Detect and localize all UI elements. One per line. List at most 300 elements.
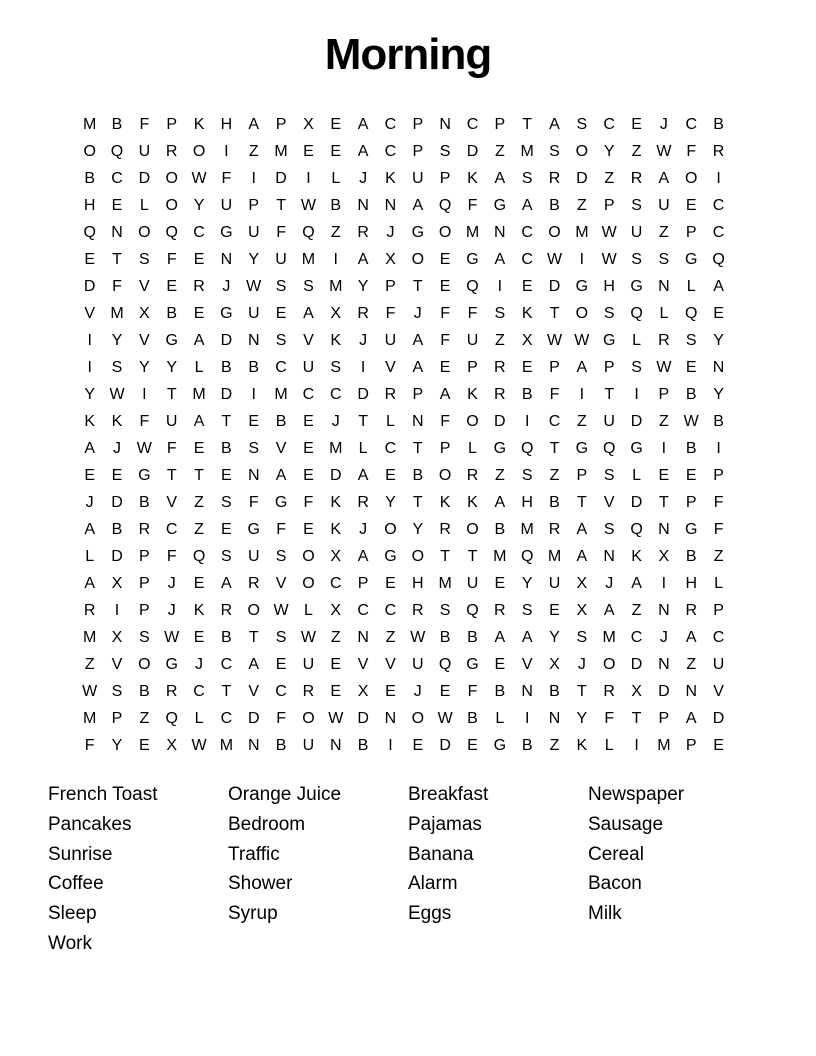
grid-cell: M bbox=[493, 548, 507, 565]
word-list-column bbox=[228, 780, 408, 959]
grid-cell: N bbox=[548, 710, 561, 727]
grid-cell: S bbox=[111, 359, 123, 376]
grid-cell: N bbox=[384, 197, 397, 214]
grid-cell: Q bbox=[466, 602, 479, 619]
grid-cell: D bbox=[630, 656, 643, 673]
grid-cell: T bbox=[194, 467, 204, 484]
grid-cell: D bbox=[576, 170, 588, 187]
grid-cell: T bbox=[221, 413, 232, 430]
word-list bbox=[48, 780, 788, 959]
grid-cell: V bbox=[275, 575, 287, 592]
grid-cell: C bbox=[193, 224, 205, 241]
grid-cell: U bbox=[603, 413, 615, 430]
grid-cell: E bbox=[193, 305, 205, 322]
grid-cell: C bbox=[329, 386, 342, 403]
grid-cell: B bbox=[494, 521, 506, 538]
grid-cell: Q bbox=[438, 197, 452, 214]
word-list-item: Sausage bbox=[588, 813, 664, 835]
grid-cell: C bbox=[165, 521, 178, 538]
grid-cell: S bbox=[439, 602, 451, 619]
grid-cell: U bbox=[548, 575, 561, 592]
grid-cell: W bbox=[656, 359, 672, 376]
grid-cell: O bbox=[302, 575, 315, 592]
grid-cell: J bbox=[605, 575, 614, 592]
grid-cell: F bbox=[166, 548, 177, 565]
grid-cell: O bbox=[575, 305, 589, 322]
grid-cell: F bbox=[686, 143, 697, 160]
grid-cell: Y bbox=[166, 359, 178, 376]
grid-cell: U bbox=[658, 197, 670, 214]
grid-cell: U bbox=[302, 656, 315, 673]
grid-cell: P bbox=[494, 116, 506, 133]
grid-cell: G bbox=[466, 656, 479, 673]
grid-cell: P bbox=[467, 359, 478, 376]
grid-cell: T bbox=[412, 494, 423, 511]
grid-cell: D bbox=[357, 386, 369, 403]
grid-cell: G bbox=[493, 197, 507, 214]
grid-cell: P bbox=[412, 143, 424, 160]
grid-cell: L bbox=[632, 332, 641, 349]
grid-cell: V bbox=[248, 683, 260, 700]
grid-cell: Z bbox=[631, 602, 642, 619]
grid-cell: P bbox=[549, 359, 560, 376]
grid-cell: E bbox=[221, 521, 232, 538]
grid-cell: A bbox=[494, 629, 506, 646]
grid-cell: R bbox=[247, 575, 260, 592]
word-list-item: Newspaper bbox=[588, 784, 685, 805]
grid-cell: S bbox=[330, 359, 342, 376]
grid-cell: M bbox=[438, 575, 452, 592]
grid-row bbox=[76, 165, 733, 192]
grid-cell: W bbox=[601, 224, 617, 241]
grid-cell: V bbox=[111, 656, 123, 673]
grid-cell: F bbox=[112, 278, 122, 295]
grid-cell: F bbox=[84, 737, 95, 754]
grid-cell: D bbox=[220, 386, 233, 403]
grid-cell: P bbox=[603, 197, 615, 214]
grid-cell: B bbox=[467, 629, 478, 646]
grid-cell: Y bbox=[357, 278, 369, 295]
grid-cell: G bbox=[493, 737, 507, 754]
grid-cell: D bbox=[138, 170, 151, 187]
grid-cell: Q bbox=[302, 224, 315, 241]
grid-cell: C bbox=[357, 602, 369, 619]
grid-cell: A bbox=[84, 521, 95, 538]
grid-cell: N bbox=[658, 602, 670, 619]
word-list-column bbox=[48, 780, 228, 959]
grid-row bbox=[76, 597, 733, 624]
grid-cell: J bbox=[659, 116, 668, 133]
grid-cell: A bbox=[549, 116, 560, 133]
grid-cell: E bbox=[658, 467, 670, 484]
grid-cell: B bbox=[549, 683, 560, 700]
grid-cell: F bbox=[440, 332, 451, 349]
grid-cell: P bbox=[603, 359, 615, 376]
grid-cell: B bbox=[521, 386, 533, 403]
grid-cell: I bbox=[524, 413, 530, 430]
grid-cell: A bbox=[84, 575, 95, 592]
letter-grid bbox=[76, 111, 733, 759]
grid-cell: T bbox=[248, 629, 259, 646]
grid-cell: U bbox=[630, 224, 643, 241]
grid-cell: U bbox=[466, 332, 479, 349]
grid-cell: A bbox=[685, 629, 697, 646]
grid-cell: V bbox=[275, 440, 287, 457]
grid-cell: T bbox=[467, 548, 478, 565]
word-list-item: French Toast bbox=[48, 784, 158, 805]
grid-cell: W bbox=[328, 710, 344, 727]
grid-cell: K bbox=[330, 494, 342, 511]
grid-row bbox=[76, 246, 733, 273]
grid-cell: Q bbox=[466, 278, 479, 295]
grid-cell: D bbox=[630, 494, 643, 511]
grid-cell: E bbox=[330, 683, 342, 700]
grid-cell: B bbox=[467, 710, 478, 727]
grid-cell: A bbox=[685, 710, 697, 727]
grid-cell: T bbox=[549, 440, 560, 457]
grid-cell: D bbox=[712, 710, 725, 727]
grid-cell: C bbox=[384, 602, 397, 619]
grid-cell: E bbox=[385, 467, 396, 484]
grid-cell: E bbox=[385, 683, 396, 700]
grid-cell: E bbox=[303, 467, 314, 484]
grid-cell: R bbox=[357, 305, 369, 322]
grid-cell: J bbox=[359, 521, 368, 538]
grid-cell: W bbox=[546, 251, 563, 268]
grid-cell: N bbox=[658, 521, 670, 538]
grid-cell: S bbox=[603, 467, 615, 484]
grid-cell: V bbox=[139, 332, 150, 349]
grid-cell: V bbox=[385, 359, 396, 376]
grid-cell: C bbox=[685, 116, 698, 133]
grid-cell: I bbox=[716, 440, 721, 457]
grid-cell: G bbox=[138, 467, 151, 484]
grid-cell: F bbox=[549, 386, 560, 403]
grid-cell: C bbox=[384, 440, 397, 457]
grid-cell: N bbox=[247, 737, 260, 754]
grid-cell: C bbox=[302, 386, 315, 403]
grid-cell: U bbox=[138, 143, 151, 160]
grid-cell: O bbox=[192, 143, 206, 160]
grid-cell: D bbox=[630, 413, 643, 430]
grid-cell: G bbox=[630, 440, 643, 457]
grid-cell: V bbox=[303, 332, 314, 349]
grid-cell: I bbox=[497, 278, 503, 295]
grid-cell: G bbox=[384, 548, 397, 565]
grid-cell: C bbox=[329, 575, 342, 592]
grid-cell: U bbox=[384, 332, 397, 349]
grid-cell: R bbox=[220, 602, 233, 619]
grid-cell: C bbox=[275, 359, 287, 376]
grid-cell: Q bbox=[165, 224, 178, 241]
grid-cell: A bbox=[603, 602, 615, 619]
grid-cell: C bbox=[712, 197, 725, 214]
word-list-item: Pajamas bbox=[408, 813, 482, 835]
grid-cell: I bbox=[87, 332, 92, 349]
grid-cell: F bbox=[467, 305, 478, 322]
grid-cell: M bbox=[602, 629, 616, 646]
grid-cell: Z bbox=[248, 143, 259, 160]
grid-cell: E bbox=[303, 413, 314, 430]
grid-cell: Y bbox=[139, 359, 150, 376]
grid-cell: C bbox=[466, 116, 479, 133]
grid-cell: F bbox=[221, 170, 232, 187]
grid-cell: T bbox=[276, 197, 286, 214]
grid-row bbox=[76, 462, 733, 489]
grid-cell: T bbox=[576, 494, 587, 511]
grid-cell: R bbox=[494, 386, 506, 403]
grid-cell: A bbox=[713, 278, 724, 295]
grid-cell: P bbox=[139, 575, 150, 592]
grid-cell: W bbox=[601, 251, 617, 268]
grid-cell: D bbox=[247, 710, 260, 727]
grid-cell: J bbox=[413, 305, 422, 322]
grid-cell: I bbox=[716, 170, 721, 187]
grid-cell: S bbox=[603, 305, 615, 322]
grid-cell: J bbox=[85, 494, 94, 511]
grid-cell: C bbox=[193, 683, 205, 700]
grid-cell: R bbox=[83, 602, 96, 619]
grid-cell: S bbox=[603, 521, 615, 538]
grid-cell: I bbox=[114, 602, 120, 619]
grid-cell: B bbox=[275, 737, 287, 754]
grid-cell: J bbox=[331, 413, 340, 430]
grid-cell: D bbox=[466, 143, 479, 160]
grid-cell: O bbox=[83, 143, 96, 160]
grid-row bbox=[76, 651, 733, 678]
grid-cell: B bbox=[221, 359, 232, 376]
grid-cell: I bbox=[360, 359, 366, 376]
grid-row bbox=[76, 381, 733, 408]
grid-cell: Z bbox=[494, 332, 505, 349]
grid-cell: E bbox=[439, 359, 451, 376]
grid-cell: M bbox=[83, 710, 97, 727]
grid-cell: B bbox=[521, 737, 533, 754]
grid-cell: P bbox=[685, 494, 697, 511]
grid-cell: E bbox=[521, 278, 533, 295]
grid-cell: Q bbox=[520, 440, 534, 457]
grid-cell: A bbox=[412, 359, 424, 376]
grid-cell: B bbox=[248, 359, 260, 376]
grid-cell: U bbox=[412, 656, 424, 673]
word-list-item: Orange Juice bbox=[228, 784, 342, 805]
grid-cell: K bbox=[439, 494, 451, 511]
grid-cell: M bbox=[274, 143, 288, 160]
grid-cell: Y bbox=[521, 575, 533, 592]
grid-cell: Z bbox=[631, 143, 642, 160]
grid-cell: S bbox=[521, 602, 533, 619]
word-list-item: Banana bbox=[408, 843, 474, 865]
grid-cell: E bbox=[111, 467, 123, 484]
grid-cell: E bbox=[275, 305, 287, 322]
grid-cell: Z bbox=[659, 413, 669, 430]
grid-cell: S bbox=[275, 332, 287, 349]
grid-cell: B bbox=[166, 305, 178, 322]
grid-cell: O bbox=[247, 602, 260, 619]
grid-cell: U bbox=[412, 170, 424, 187]
grid-cell: W bbox=[82, 683, 98, 700]
grid-cell: Y bbox=[248, 251, 260, 268]
grid-cell: R bbox=[658, 332, 670, 349]
grid-cell: H bbox=[603, 278, 615, 295]
grid-cell: J bbox=[359, 170, 368, 187]
grid-cell: C bbox=[712, 629, 725, 646]
grid-row bbox=[76, 354, 733, 381]
grid-cell: Z bbox=[576, 197, 587, 214]
grid-row bbox=[76, 516, 733, 543]
grid-cell: Y bbox=[193, 197, 205, 214]
grid-cell: Y bbox=[549, 629, 560, 646]
grid-cell: E bbox=[84, 251, 95, 268]
grid-cell: P bbox=[439, 170, 451, 187]
grid-cell: Z bbox=[713, 548, 724, 565]
grid-cell: E bbox=[193, 629, 205, 646]
word-list-column bbox=[408, 780, 588, 959]
grid-cell: O bbox=[575, 143, 589, 160]
grid-row bbox=[76, 624, 733, 651]
grid-cell: D bbox=[275, 170, 287, 187]
grid-cell: X bbox=[139, 305, 150, 322]
grid-row bbox=[76, 732, 733, 759]
grid-cell: K bbox=[84, 413, 95, 430]
grid-cell: E bbox=[193, 575, 205, 592]
grid-cell: F bbox=[303, 494, 314, 511]
grid-cell: P bbox=[685, 737, 697, 754]
grid-cell: O bbox=[411, 548, 425, 565]
grid-cell: I bbox=[634, 386, 639, 403]
word-list-item: Alarm bbox=[408, 873, 458, 895]
grid-cell: Q bbox=[630, 521, 643, 538]
grid-cell: E bbox=[494, 656, 506, 673]
grid-cell: L bbox=[604, 737, 614, 754]
grid-cell: M bbox=[520, 143, 534, 160]
grid-row bbox=[76, 489, 733, 516]
grid-cell: X bbox=[631, 683, 642, 700]
grid-cell: D bbox=[357, 710, 369, 727]
grid-cell: I bbox=[524, 710, 530, 727]
grid-cell: X bbox=[549, 656, 560, 673]
grid-cell: M bbox=[329, 440, 343, 457]
grid-cell: N bbox=[329, 737, 342, 754]
grid-cell: Z bbox=[659, 224, 669, 241]
grid-cell: O bbox=[138, 656, 151, 673]
grid-cell: Q bbox=[520, 548, 534, 565]
grid-cell: O bbox=[548, 224, 561, 241]
grid-cell: J bbox=[577, 656, 586, 673]
grid-cell: W bbox=[136, 440, 152, 457]
grid-cell: Z bbox=[494, 143, 505, 160]
word-list-item: Work bbox=[48, 932, 92, 954]
grid-cell: J bbox=[113, 440, 122, 457]
grid-cell: T bbox=[522, 116, 533, 133]
grid-cell: M bbox=[83, 629, 97, 646]
grid-cell: R bbox=[466, 467, 479, 484]
grid-cell: G bbox=[575, 440, 589, 457]
grid-cell: W bbox=[273, 602, 289, 619]
grid-cell: Y bbox=[84, 386, 95, 403]
grid-cell: X bbox=[357, 683, 369, 700]
grid-cell: R bbox=[384, 386, 397, 403]
grid-cell: V bbox=[713, 683, 724, 700]
grid-cell: G bbox=[493, 440, 507, 457]
grid-cell: J bbox=[659, 629, 668, 646]
grid-cell: Z bbox=[494, 467, 505, 484]
grid-cell: R bbox=[165, 143, 178, 160]
grid-cell: A bbox=[412, 332, 424, 349]
grid-cell: E bbox=[439, 683, 451, 700]
grid-cell: K bbox=[467, 170, 478, 187]
grid-cell: F bbox=[166, 440, 177, 457]
grid-cell: L bbox=[632, 467, 641, 484]
grid-row bbox=[76, 273, 733, 300]
grid-cell: F bbox=[385, 305, 396, 322]
grid-cell: T bbox=[358, 413, 368, 430]
grid-cell: V bbox=[139, 278, 150, 295]
grid-cell: B bbox=[275, 413, 287, 430]
grid-cell: T bbox=[166, 467, 177, 484]
grid-cell: B bbox=[685, 386, 697, 403]
grid-cell: X bbox=[330, 305, 342, 322]
grid-cell: E bbox=[193, 440, 205, 457]
grid-cell: M bbox=[575, 224, 589, 241]
grid-cell: F bbox=[713, 494, 724, 511]
grid-row bbox=[76, 219, 733, 246]
grid-cell: T bbox=[412, 440, 423, 457]
grid-cell: Y bbox=[111, 737, 123, 754]
grid-row bbox=[76, 570, 733, 597]
grid-cell: U bbox=[247, 305, 260, 322]
grid-cell: C bbox=[603, 116, 615, 133]
word-list-item: Syrup bbox=[228, 903, 278, 925]
grid-cell: Z bbox=[330, 629, 341, 646]
grid-cell: A bbox=[494, 170, 506, 187]
grid-cell: S bbox=[521, 467, 533, 484]
grid-cell: N bbox=[247, 467, 260, 484]
grid-cell: Z bbox=[385, 629, 396, 646]
grid-cell: C bbox=[521, 251, 533, 268]
grid-cell: X bbox=[576, 602, 588, 619]
grid-cell: X bbox=[111, 575, 123, 592]
grid-row bbox=[76, 327, 733, 354]
grid-cell: F bbox=[440, 413, 451, 430]
grid-cell: Y bbox=[713, 386, 724, 403]
grid-cell: X bbox=[385, 251, 396, 268]
grid-cell: D bbox=[329, 467, 342, 484]
grid-cell: E bbox=[193, 251, 205, 268]
grid-cell: I bbox=[388, 737, 393, 754]
grid-cell: Y bbox=[111, 332, 123, 349]
grid-cell: N bbox=[220, 251, 233, 268]
grid-cell: P bbox=[685, 224, 697, 241]
grid-cell: A bbox=[275, 467, 287, 484]
grid-cell: V bbox=[84, 305, 95, 322]
grid-cell: N bbox=[412, 413, 424, 430]
grid-cell: Y bbox=[603, 143, 615, 160]
grid-cell: A bbox=[412, 197, 424, 214]
grid-cell: U bbox=[247, 224, 260, 241]
grid-cell: Q bbox=[630, 305, 643, 322]
grid-cell: R bbox=[357, 494, 369, 511]
grid-cell: P bbox=[248, 197, 260, 214]
grid-cell: E bbox=[713, 737, 724, 754]
grid-cell: D bbox=[439, 737, 451, 754]
grid-cell: M bbox=[547, 548, 562, 565]
grid-cell: C bbox=[111, 170, 123, 187]
grid-cell: V bbox=[385, 656, 396, 673]
grid-cell: Q bbox=[165, 710, 178, 727]
grid-cell: G bbox=[685, 521, 698, 538]
grid-cell: K bbox=[631, 548, 642, 565]
